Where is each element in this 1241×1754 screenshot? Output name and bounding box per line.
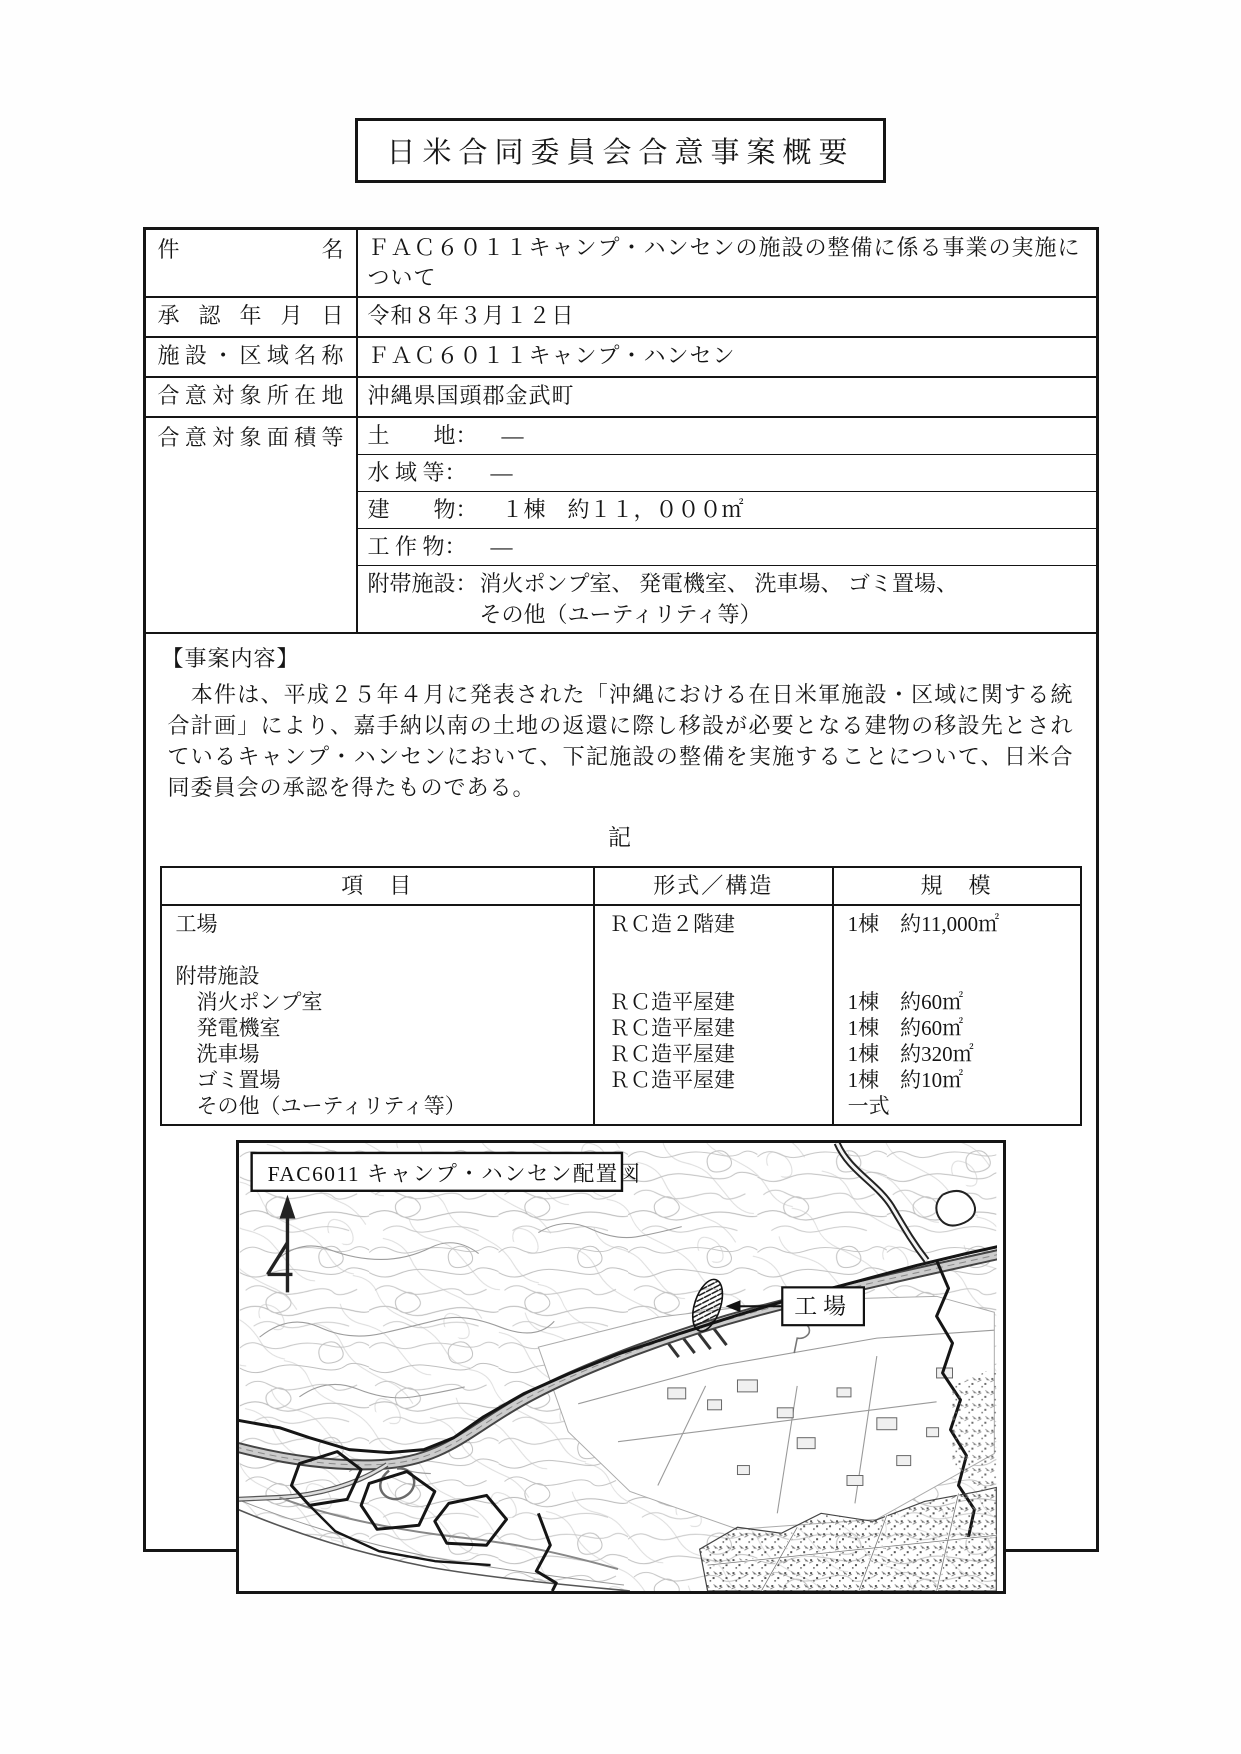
item-cell: ゴミ置場 [175,1068,281,1092]
area-row-structure [358,529,1096,566]
area-building-value: １棟 約１１，０００㎡ [501,497,744,522]
structure-cell: ＲＣ造平屋建 [608,1016,735,1040]
scale-cell: 1棟 約320㎡ [847,1042,974,1066]
factory-callout-label: 工場 [793,1294,852,1320]
row-location [146,378,1096,418]
structure-cell [595,963,832,989]
subject-label: 件名 [146,230,358,296]
row-subject [146,230,1096,298]
area-row-water [358,455,1096,492]
note-mark: 記 [608,825,633,850]
area-water-value: ― [490,460,513,485]
facility-name-value: ＦＡＣ６０１１キャンプ・ハンセン [367,343,736,368]
item-cell: 附帯施設 [175,964,260,988]
item-cell: 消火ポンプ室 [175,990,323,1014]
area-structure-name: 工 作 物： [367,534,467,559]
column-items [162,906,593,1124]
item-cell: その他（ユーティリティ等） [175,1094,466,1118]
column-structures [593,906,832,1124]
structure-cell [595,937,832,963]
facility-table-body [162,906,1080,1124]
page-title: 日米合同委員会合意事案概要 [355,118,885,183]
row-agreed-area [146,418,1096,634]
scale-cell: 1棟 約60㎡ [847,1016,964,1040]
item-cell [162,937,593,963]
agreed-area-label: 合意対象面積等 [146,418,358,632]
area-ancillary-name: 附帯施設： [367,571,478,596]
header-structure: 形式／構造 [593,868,832,904]
row-facility-name [146,338,1096,378]
summary-box [143,227,1099,1552]
row-approval-date [146,298,1096,338]
area-row-building [358,492,1096,529]
scale-cell: 1棟 約60㎡ [847,990,964,1014]
structure-cell [595,1093,832,1119]
agreed-area-values [358,418,1096,632]
subject-value: ＦＡＣ６０１１キャンプ・ハンセンの施設の整備に係る事業の実施について [367,235,1081,290]
area-ancillary-line1: 消火ポンプ室、 発電機室、 洗車場、 ゴミ置場、 [479,571,959,596]
header-scale: 規 模 [832,868,1080,904]
approval-date-label: 承認年月日 [146,298,358,336]
case-content-body: 本件は、平成２５年４月に発表された「沖縄における在日米軍施設・区域に関する統合計画」により、嘉手納以南の土地の返還に際し移設が必要となる建物の移設先とされているキャンプ・ハンセンにおいて、下記施設の整備を実施することについて、日米合同委員会の承認を得たものである。 [167,682,1074,800]
column-scales [832,906,1080,1124]
scale-cell: 1棟 約11,000㎡ [847,912,1000,936]
structure-cell: ＲＣ造２階建 [608,912,735,936]
site-map [236,1140,1006,1594]
case-content-section [146,634,1096,852]
scale-cell [834,937,1080,963]
site-map-image [239,1143,997,1591]
item-cell: 工場 [175,912,218,936]
area-land-name: 土 地： [367,423,478,448]
approval-date-value: 令和８年３月１２日 [367,303,575,328]
item-cell: 洗車場 [175,1042,260,1066]
area-ancillary-line2: その他（ユーティリティ等） [479,602,762,627]
structure-cell: ＲＣ造平屋建 [608,990,735,1014]
area-ancillary-value [480,568,959,630]
scale-cell: 1棟 約10㎡ [847,1068,964,1092]
facility-table-header [162,868,1080,906]
structure-cell: ＲＣ造平屋建 [608,1068,735,1092]
location-label: 合意対象所在地 [146,378,358,416]
facility-name-label: 施設・区域名称 [146,338,358,376]
map-title-box [251,1153,641,1191]
area-building-name: 建 物： [367,497,478,522]
area-row-land [358,418,1096,455]
area-water-name: 水 域 等： [367,460,467,485]
area-structure-value: ― [490,534,513,559]
location-value: 沖縄県国頭郡金武町 [367,383,575,408]
structure-cell: ＲＣ造平屋建 [608,1042,735,1066]
area-land-value: ― [501,423,524,448]
header-item: 項 目 [341,873,414,898]
case-content-heading: 【事案内容】 [161,646,300,671]
area-row-ancillary [358,566,1096,632]
scale-cell [834,963,1080,989]
facility-table [160,866,1082,1126]
map-title: FAC6011 キャンプ・ハンセン配置図 [267,1161,641,1186]
scale-cell: 一式 [847,1094,890,1118]
item-cell: 発電機室 [175,1016,281,1040]
